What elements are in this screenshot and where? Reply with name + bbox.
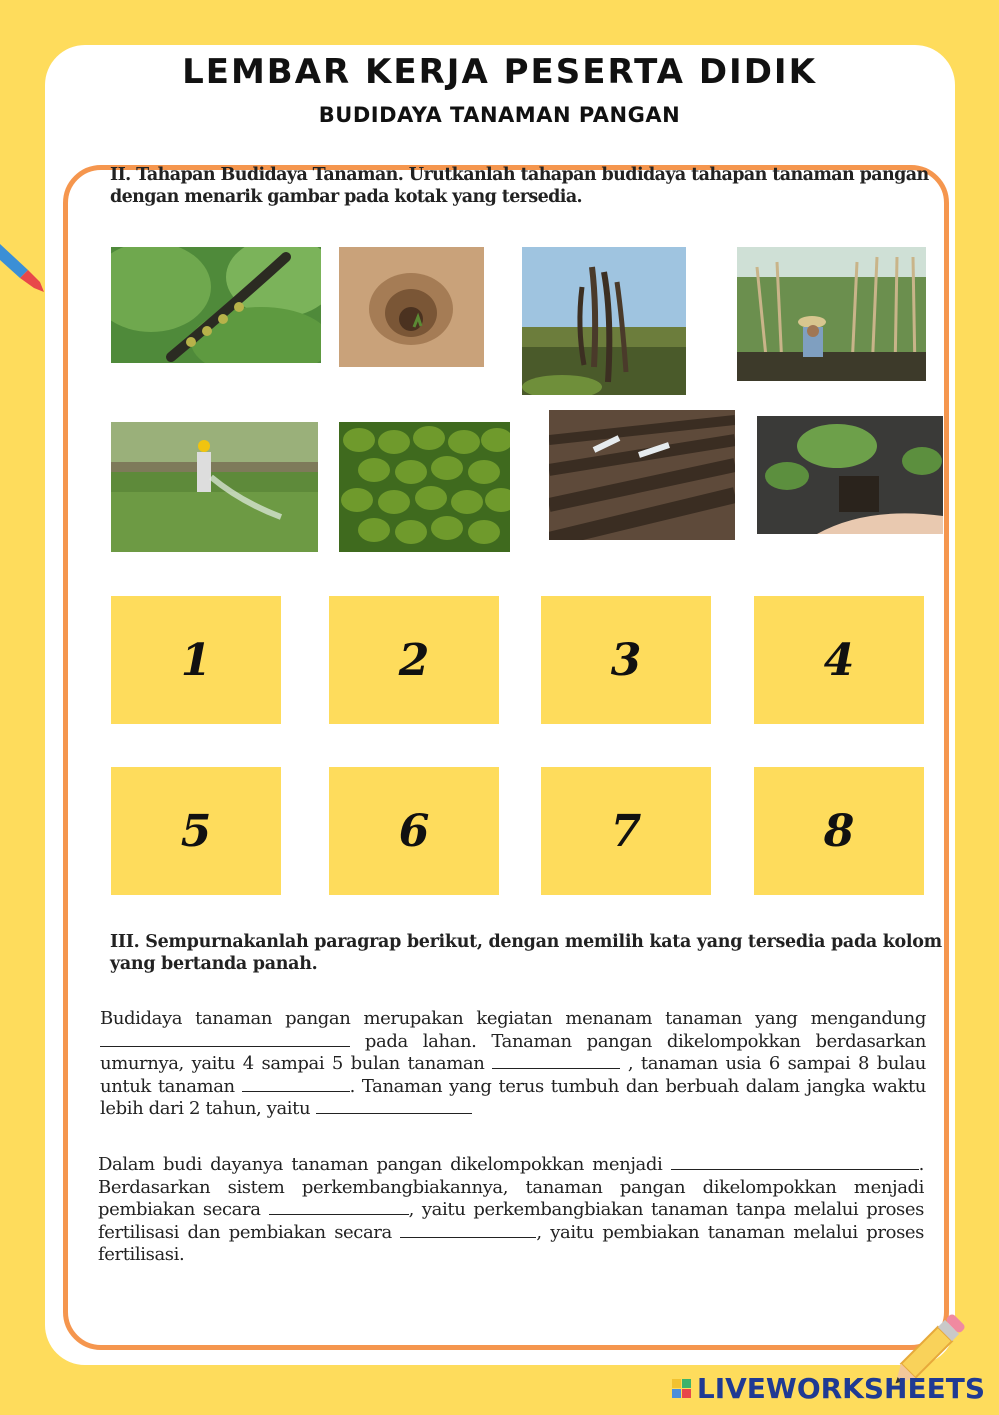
paragraph-2-text-1: Dalam budi dayanya tanaman pangan dikelompokkan menjadi (98, 1154, 671, 1175)
paragraph-2-text-3: , yaitu perkembangbiakan tanaman tanpa melalui proses fertilisasi dan pembiakan secara (98, 1199, 930, 1243)
photo-mature-pods-harvest[interactable] (522, 247, 686, 395)
photo-seedling-in-hand[interactable] (757, 416, 943, 534)
section-2-instruction: II. Tahapan Budidaya Tanaman. Urutkanlah tahapan budidaya tahapan tanaman pangan dengan menarik gambar pada kotak yang tersedia. (110, 165, 929, 207)
photo-bean-pods-leaves[interactable] (111, 247, 321, 363)
blank-field-4[interactable] (316, 1099, 472, 1114)
photo-planting-hole[interactable] (339, 247, 484, 367)
answer-box-7[interactable]: 7 (541, 767, 711, 895)
paragraph-2-text-4: , yaitu pembiakan tanaman melalui proses fertilisasi. (98, 1221, 930, 1265)
photo-farmer-field-stakes[interactable] (737, 247, 926, 381)
photo-spraying-pesticide[interactable] (111, 422, 318, 552)
liveworksheets-logo (672, 1372, 985, 1405)
answer-box-6[interactable]: 6 (329, 767, 499, 895)
answer-box-4[interactable]: 4 (754, 596, 924, 724)
answer-box-3[interactable]: 3 (541, 596, 711, 724)
answer-box-8[interactable]: 8 (754, 767, 924, 895)
answer-box-2[interactable]: 2 (329, 596, 499, 724)
answer-box-5[interactable]: 5 (111, 767, 281, 895)
worksheet-subtitle: BUDIDAYA TANAMAN PANGAN (318, 103, 681, 127)
paragraph-1-text-1: Budidaya tanaman pangan merupakan kegiatan menanam tanaman yang mengandung (100, 1008, 932, 1029)
paintbrush-icon (0, 238, 48, 294)
paragraph-1-text-4: . Tanaman yang terus tumbuh dan berbuah dalam jangka waktu lebih dari 2 tahun, yaitu (100, 1075, 932, 1119)
paragraph-1-text-2: pada lahan. Tanaman pangan dikelompokkan berdasarkan umurnya, yaitu 4 sampai 5 bulan tanaman (100, 1030, 932, 1074)
answer-box-1[interactable]: 1 (111, 596, 281, 724)
blank-field-2[interactable] (492, 1054, 620, 1069)
photo-mung-bean-seeds[interactable] (339, 422, 510, 552)
paragraph-2-text-2: . Berdasarkan sistem perkembangbiakannya, tanaman pangan dikelompokkan menjadi pembiakan secara (98, 1154, 930, 1220)
liveworksheets-brand-text: LIVEWORKSHEETS (696, 1372, 985, 1405)
paragraph-1 (100, 1008, 932, 1121)
paragraph-2 (98, 1154, 930, 1267)
blank-field-1[interactable] (100, 1032, 350, 1047)
photo-tilled-soil-rows[interactable] (549, 410, 735, 540)
liveworksheets-logo-icon (672, 1379, 691, 1398)
worksheet-title: LEMBAR KERJA PESERTA DIDIK (182, 52, 817, 92)
blank-field-5[interactable] (671, 1155, 919, 1170)
blank-field-6[interactable] (269, 1200, 409, 1215)
blank-field-3[interactable] (242, 1077, 350, 1092)
paragraph-1-text-3: , tanaman usia 6 sampai 8 bulau untuk tanaman (100, 1053, 932, 1097)
blank-field-7[interactable] (400, 1223, 536, 1238)
section-3-instruction: III. Sempurnakanlah paragrap berikut, dengan memilih kata yang tersedia pada kolom yang bertanda panah. (110, 932, 942, 974)
